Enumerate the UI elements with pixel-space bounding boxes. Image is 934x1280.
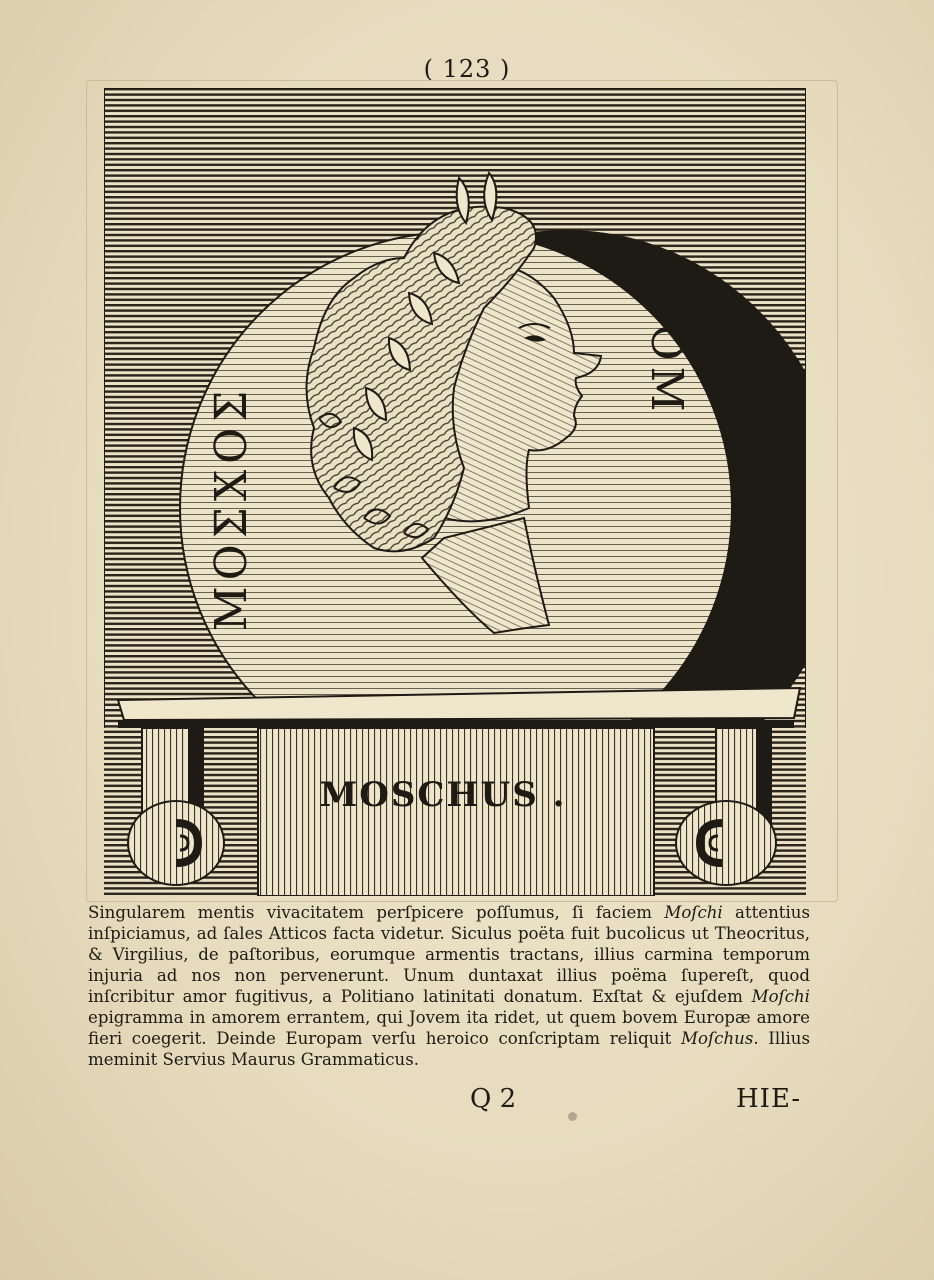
text-run: Illius meminit Servius Maurus Grammaticus. (88, 1029, 810, 1069)
page-number: ( 123 ) (423, 55, 511, 83)
signature-mark: Q 2 (470, 1084, 517, 1114)
italic-name: Moſchi (664, 903, 723, 922)
text-run: attentius inſpiciamus, ad ſales Atticos facta videtur. Siculus poëta fuit bucolicus ut Theocritus, & Virgilius, de paſtoribus, eorumque armentis tractans, illius carmina temporum injuria ad nos non pervenerunt. Unum duntaxat illius poëma ſupereſt, quod inſcribitur amor fugitivus, a Politiano latinitati donatum. Exſtat & ejuſdem (88, 903, 810, 1006)
italic-name: Moſchus. (681, 1029, 759, 1048)
body-text (88, 902, 810, 1070)
engraving-plate (104, 88, 806, 896)
text-run: Singularem mentis vivacitatem perſpicere poſſumus, ſi faciem (88, 903, 665, 922)
body-paragraph (88, 902, 810, 1070)
coin-legend-right: ΦΟΜ (641, 282, 692, 418)
coin-legend-left: ΜΟΣΧΟΣ (206, 384, 257, 632)
text-run: epigramma in amorem errantem, qui Jovem ita ridet, ut quem bovem Europæ amore fieri coegerit. Deinde Europam verſu heroico conſcriptam reliquit (88, 1008, 810, 1048)
italic-name: Moſchi (751, 987, 810, 1006)
catchword: HIE- (736, 1084, 802, 1114)
ink-stain (568, 1112, 577, 1121)
plate-caption: MOSCHUS . (319, 775, 567, 815)
